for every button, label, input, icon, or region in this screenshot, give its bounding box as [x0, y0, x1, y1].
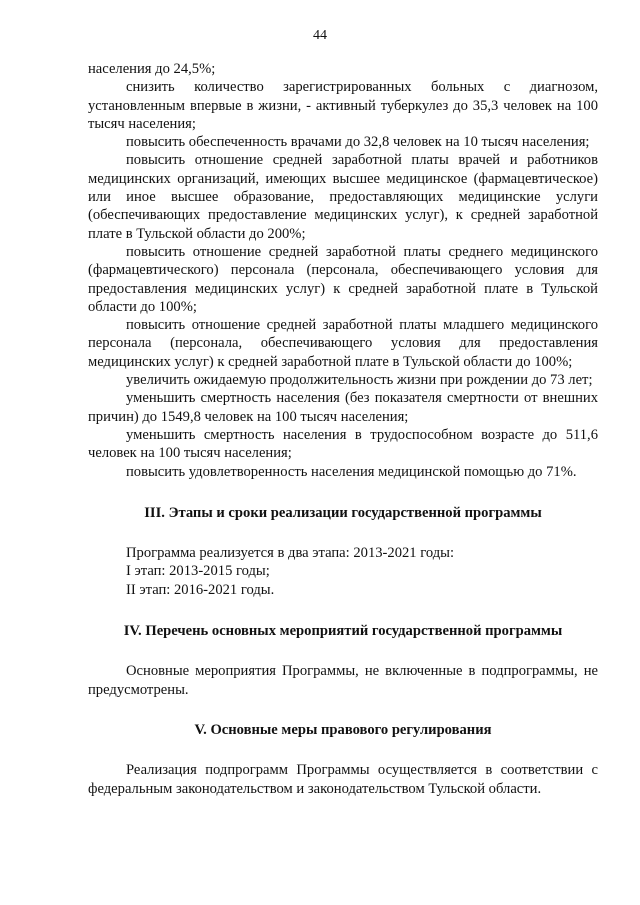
list-item: повысить обеспеченность врачами до 32,8 человек на 10 тысяч населения; — [126, 134, 590, 151]
list-item: уменьшить смертность населения в трудоспособном возрасте до 511,6 человек на 100 тысяч населения; — [88, 426, 598, 462]
section-4-heading: IV. Перечень основных мероприятий государственной программы — [123, 623, 563, 640]
section-3-stage-1: I этап: 2013-2015 годы; — [126, 563, 270, 580]
list-item: увеличить ожидаемую продолжительность жизни при рождении до 73 лет; — [126, 372, 593, 389]
list-item: уменьшить смертность населения (без показателя смертности от внешних причин) до 1549,8 человек на 100 тысяч населения; — [88, 390, 598, 425]
section-4-text: Основные мероприятия Программы, не включенные в подпрограммы, не предусмотрены. — [88, 663, 598, 698]
page-content — [88, 60, 598, 798]
section-3-heading: III. Этапы и сроки реализации государственной программы — [144, 504, 542, 521]
list-item: повысить отношение средней заработной платы среднего медицинского (фармацевтического) персонала (персонала, обеспечивающего условия для предоставления медицинских услуг) к средней заработной плате в Тульской области до 100%; — [88, 243, 598, 315]
list-item: повысить удовлетворенность населения медицинской помощью до 71%. — [126, 463, 577, 480]
list-item: повысить отношение средней заработной платы младшего медицинского персонала (персонала, обеспечивающего условия для предоставления медицинских услуг) к средней заработной плате в Тульской области до 100%; — [88, 317, 598, 370]
list-item: снизить количество зарегистрированных больных с диагнозом, установленным впервые в жизни, - активный туберкулез до 35,3 человек на 100 тысяч населения; — [88, 79, 598, 132]
section-5-heading: V. Основные меры правового регулирования — [194, 721, 492, 738]
list-item-continuation: населения до 24,5%; — [88, 61, 216, 77]
section-3-stage-2: II этап: 2016-2021 годы. — [126, 581, 275, 598]
section-5-text: Реализация подпрограмм Программы осуществляется в соответствии с федеральным законодательством и законодательством Тульской области. — [88, 762, 598, 797]
section-3-intro: Программа реализуется в два этапа: 2013-2021 годы: — [126, 545, 455, 562]
list-item: повысить отношение средней заработной платы врачей и работников медицинских организаций, имеющих высшее медицинское (фармацевтическое) или иное высшее образование, предоставляющих медицинские услуги (обеспечивающих предоставление медицинских услуг), к средней заработной плате в Тульской области до 200%; — [88, 152, 598, 242]
page-number: 44 — [313, 28, 327, 43]
